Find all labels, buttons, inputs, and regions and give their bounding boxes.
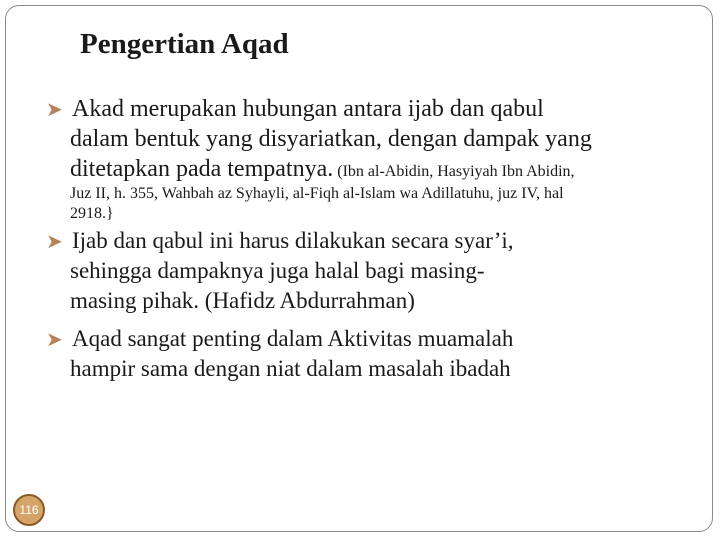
bullet-2-line-1: ➤ Ijab dan qabul ini harus dilakukan secara syar’i, <box>46 228 514 253</box>
page-number-badge: 116 <box>13 494 45 526</box>
citation-line-2: 2918.} <box>70 205 114 222</box>
bullet-2-line-2: sehingga dampaknya juga halal bagi masing- <box>70 258 485 283</box>
citation-line-1: Juz II, h. 355, Wahbah az Syhayli, al-Fiqh al-Islam wa Adillatuhu, juz IV, hal <box>70 185 564 202</box>
bullet-arrow-icon: ➤ <box>46 99 63 121</box>
bullet-list <box>46 0 666 540</box>
bullet-1-line-3: ditetapkan pada tempatnya. (Ibn al-Abidin, Hasyiyah Ibn Abidin, <box>70 156 575 182</box>
bullet-3-line-1: ➤ Aqad sangat penting dalam Aktivitas muamalah <box>46 326 514 351</box>
bullet-arrow-icon: ➤ <box>46 329 63 351</box>
bullet-1-line-1: ➤ Akad merupakan hubungan antara ijab dan qabul <box>46 96 544 122</box>
bullet-1-line-2: dalam bentuk yang disyariatkan, dengan dampak yang <box>70 126 592 152</box>
bullet-arrow-icon: ➤ <box>46 231 63 253</box>
bullet-3-line-2: hampir sama dengan niat dalam masalah ibadah <box>70 356 511 381</box>
citation-inline: (Ibn al-Abidin, Hasyiyah Ibn Abidin, <box>337 163 575 180</box>
slide-title: Pengertian Aqad <box>80 28 289 60</box>
bullet-2-line-3: masing pihak. (Hafidz Abdurrahman) <box>70 288 415 313</box>
